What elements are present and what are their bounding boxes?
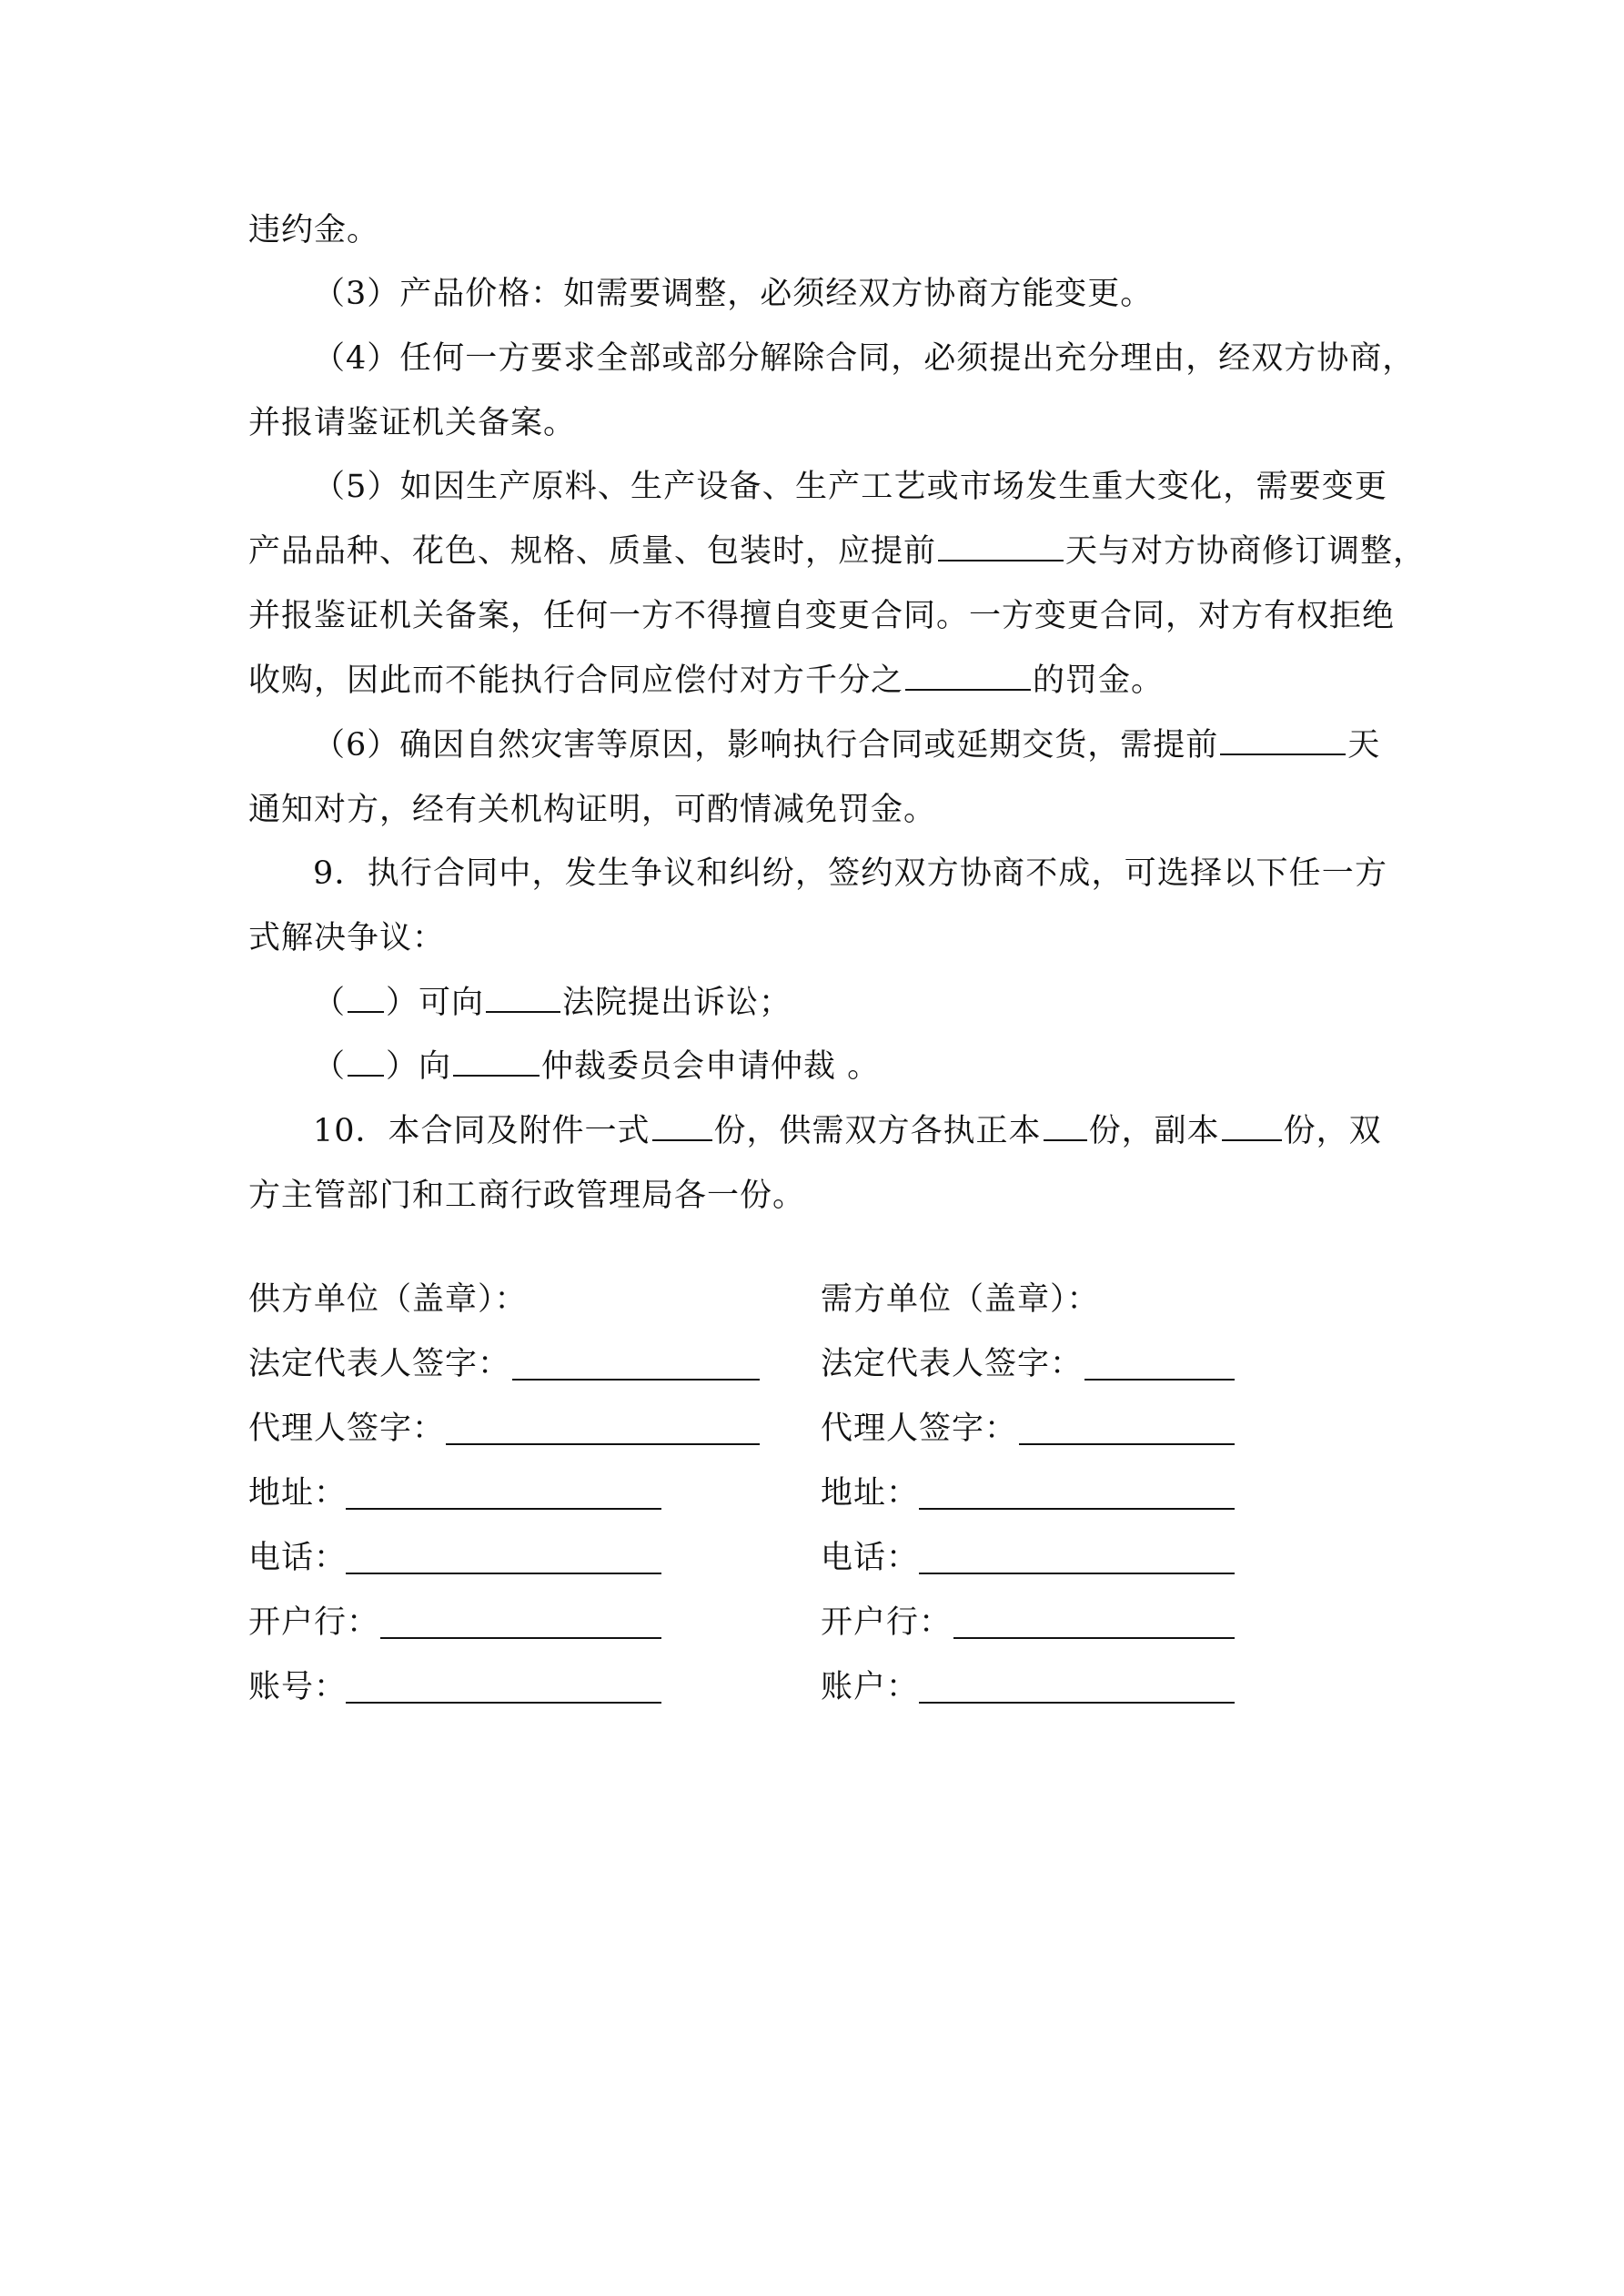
clause-3-price: （3）产品价格：如需要调整，必须经双方协商方能变更。 xyxy=(313,276,1154,312)
clause-6-line-1 xyxy=(313,724,1380,766)
option-arbitration-open: （ xyxy=(313,1048,347,1085)
copies-total-blank[interactable] xyxy=(652,1112,712,1141)
clause-5-line-1: （5）如因生产原料、生产设备、生产工艺或市场发生重大变化，需要变更 xyxy=(313,469,1387,505)
supplier-agent-field[interactable] xyxy=(446,1443,760,1445)
buyer-phone-label: 电话： xyxy=(821,1540,920,1576)
clause-5-line-3: 并报鉴证机关备案，任何一方不得擅自变更合同。一方变更合同，对方有权拒绝 xyxy=(248,598,1396,634)
clause-5-line-2 xyxy=(248,531,1426,572)
clause-6-line-2: 通知对方，经有关机构证明，可酌情减免罚金。 xyxy=(248,792,937,828)
arbitration-committee-blank[interactable] xyxy=(453,1047,540,1077)
supplier-unit-label: 供方单位（盖章）： xyxy=(248,1281,528,1318)
clause-9-line-1: 9．执行合同中，发生争议和纠纷，签约双方协商不成，可选择以下任一方 xyxy=(313,855,1387,892)
buyer-bank-field[interactable] xyxy=(953,1637,1235,1639)
option-arbitration xyxy=(313,1046,880,1087)
duplicate-copies-blank[interactable] xyxy=(1222,1112,1282,1141)
clause-6-text-a: （6）确因自然灾害等原因，影响执行合同或延期交货，需提前 xyxy=(313,727,1219,764)
clause-10-line-1 xyxy=(313,1110,1382,1152)
option-court-text-b: 法院提出诉讼； xyxy=(562,985,792,1021)
buyer-agent-field[interactable] xyxy=(1019,1443,1235,1445)
clause-5-line-4 xyxy=(248,660,1164,702)
clause-5-text-d: 的罚金。 xyxy=(1033,663,1165,699)
penalty-permille-blank[interactable] xyxy=(905,662,1031,691)
buyer-agent-label: 代理人签字： xyxy=(821,1411,1018,1447)
notice-days-blank[interactable] xyxy=(938,532,1064,561)
option-arbitration-text-a: ）向 xyxy=(386,1048,452,1085)
clause-10-text-c: 份，副本 xyxy=(1088,1113,1220,1149)
supplier-agent-label: 代理人签字： xyxy=(248,1411,446,1447)
option-arbitration-text-b: 仲裁委员会申请仲裁 。 xyxy=(541,1048,881,1085)
clause-10-text-a: 10．本合同及附件一式 xyxy=(313,1113,651,1149)
supplier-rep-field[interactable] xyxy=(512,1379,760,1381)
supplier-bank-label: 开户行： xyxy=(248,1604,380,1641)
clause-5-text-b: 天与对方协商修订调整， xyxy=(1065,533,1427,570)
option-court-checkbox[interactable] xyxy=(348,984,384,1013)
supplier-address-field[interactable] xyxy=(346,1508,661,1510)
option-arbitration-checkbox[interactable] xyxy=(348,1047,384,1077)
clause-5-text-a: 产品品种、花色、规格、质量、包装时，应提前 xyxy=(248,533,937,570)
buyer-bank-label: 开户行： xyxy=(821,1604,953,1641)
buyer-address-field[interactable] xyxy=(919,1508,1235,1510)
clause-10-line-2: 方主管部门和工商行政管理局各一份。 xyxy=(248,1178,806,1214)
court-name-blank[interactable] xyxy=(486,984,560,1013)
option-court-open: （ xyxy=(313,985,347,1021)
supplier-address-label: 地址： xyxy=(248,1475,348,1512)
supplier-account-field[interactable] xyxy=(346,1702,661,1704)
supplier-phone-label: 电话： xyxy=(248,1540,348,1576)
option-court xyxy=(313,982,792,1024)
clause-5-text-c: 收购，因此而不能执行合同应偿付对方千分之 xyxy=(248,663,904,699)
buyer-account-field[interactable] xyxy=(919,1702,1235,1704)
buyer-unit-label: 需方单位（盖章）： xyxy=(821,1281,1100,1318)
paragraph-penalty-end: 违约金。 xyxy=(248,212,380,248)
clause-9-line-2: 式解决争议： xyxy=(248,920,446,956)
buyer-rep-field[interactable] xyxy=(1084,1379,1235,1381)
supplier-rep-label: 法定代表人签字： xyxy=(248,1346,511,1382)
clause-4-line-1: （4）任何一方要求全部或部分解除合同，必须提出充分理由，经双方协商， xyxy=(313,340,1416,377)
original-copies-blank[interactable] xyxy=(1044,1112,1087,1141)
clause-6-text-b: 天 xyxy=(1347,727,1381,764)
clause-10-text-b: 份，供需双方各执正本 xyxy=(713,1113,1042,1149)
buyer-rep-label: 法定代表人签字： xyxy=(821,1346,1084,1382)
buyer-address-label: 地址： xyxy=(821,1475,920,1512)
supplier-account-label: 账号： xyxy=(248,1669,348,1705)
advance-days-blank[interactable] xyxy=(1220,726,1346,755)
clause-10-text-d: 份，双 xyxy=(1283,1113,1382,1149)
buyer-phone-field[interactable] xyxy=(919,1573,1235,1574)
clause-4-line-2: 并报请鉴证机关备案。 xyxy=(248,405,577,441)
supplier-phone-field[interactable] xyxy=(346,1573,661,1574)
buyer-account-label: 账户： xyxy=(821,1669,920,1705)
option-court-text-a: ）可向 xyxy=(386,985,485,1021)
supplier-bank-field[interactable] xyxy=(380,1637,661,1639)
